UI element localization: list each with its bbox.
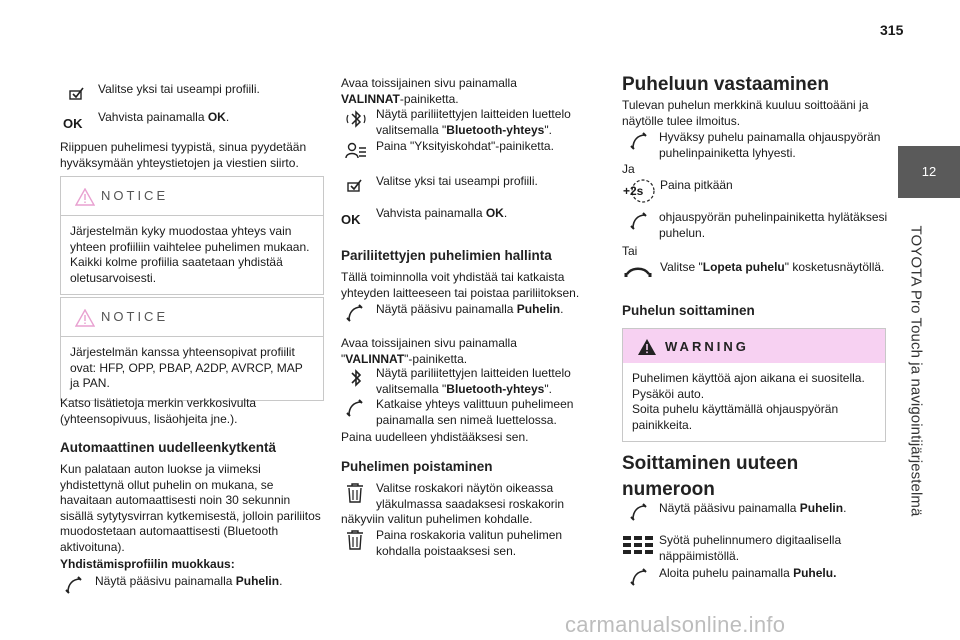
step-text-end: . <box>843 501 847 515</box>
step-text: Paina pitkään <box>660 178 733 192</box>
step-text: Paina "Yksityiskohdat"-painiketta. <box>376 139 554 153</box>
step-text-end: " kosketusnäytöllä. <box>784 260 885 274</box>
chapter-tab[interactable]: 12 <box>898 146 960 198</box>
label-ja: Ja <box>622 162 635 176</box>
hang-up-icon <box>624 260 652 282</box>
step-text: Paina roskakoria valitun puhelimen kohdalla poistaaksesi sen. <box>376 528 563 558</box>
phone-icon <box>628 501 650 523</box>
warning-triangle-icon <box>637 338 657 356</box>
step-text: Hyväksy puhelu painamalla ohjauspyörän puhelinpainiketta lyhyesti. <box>659 130 881 160</box>
notice-label: NOTICE <box>101 309 169 324</box>
phone-icon <box>628 130 650 152</box>
step-text: ohjauspyörän puhelinpainiketta hylätäksesi puhelun. <box>659 210 888 240</box>
keypad-icon <box>622 533 654 557</box>
heading-new-number-2: numeroon <box>622 479 715 500</box>
phone-icon <box>344 302 366 324</box>
heading-profiles: Yhdistämisprofiilin muokkaus: <box>60 557 235 571</box>
warning-header <box>623 329 885 363</box>
step-text: Syötä puhelinnumero digitaalisella näppäimistöllä. <box>659 533 842 563</box>
step-text: Valitse yksi tai useampi profiili. <box>98 82 260 96</box>
heading-manage-paired: Pariliitettyjen puhelimien hallinta <box>341 248 552 263</box>
notice-label: NOTICE <box>101 188 169 203</box>
ok-bold: OK <box>485 206 504 220</box>
checklist-icon <box>66 82 88 104</box>
step-text: Vahvista painamalla <box>376 206 486 220</box>
phone-bold: Puhelin <box>799 501 844 515</box>
notice-box-1 <box>60 176 324 295</box>
para-accept-transfer: Riippuen puhelimesi tyypistä, sinua pyydetään hyväksymään yhteystietojen ja viestien siirto. <box>60 140 307 170</box>
ok-bold: OK <box>207 110 226 124</box>
step-text: Valitse " <box>660 260 703 274</box>
notice-header <box>61 177 323 216</box>
para-website: Katso lisätietoja merkin verkkosivulta (yhteensopivuus, lisäohjeita jne.). <box>60 396 257 426</box>
bluetooth-bold: Bluetooth-yhteys <box>446 381 545 396</box>
phone-bold: Puhelin <box>516 302 561 316</box>
step-text: Valitse roskakori näytön oikeassa yläkulmassa saadaksesi roskakorin <box>376 481 565 511</box>
step-text: Katkaise yhteys valittuun puhelimeen painamalla sen nimeä luettelossa. <box>376 397 574 427</box>
trash-icon <box>344 528 366 550</box>
para-text: Avaa toissijainen sivu painamalla <box>341 336 517 350</box>
notice-text: Järjestelmän kyky muodostaa yhteys vain yhteen profiiliin vaihtelee puhelimen mukaan. Kaikki kolme profiilia saatetaan yhdistää oletusarvoisesti. <box>70 224 310 285</box>
para-open-options-2 <box>341 336 591 367</box>
ok-icon: OK <box>341 212 361 227</box>
page-number: 315 <box>880 22 904 38</box>
label-tai: Tai <box>622 244 638 258</box>
step-text: Valitse yksi tai useampi profiili. <box>376 174 538 188</box>
options-bold: VALINNAT <box>341 91 400 106</box>
warning-label: WARNING <box>665 339 749 354</box>
step-text-end: . <box>560 302 564 316</box>
para-text-end: "-painiketta. <box>404 351 468 366</box>
phone-icon <box>344 397 366 419</box>
user-details-icon <box>344 139 366 161</box>
para-manage: Tällä toiminnolla voit yhdistää tai katkaista yhteyden laitteeseen tai poistaa pariliitoksen. <box>341 270 580 300</box>
step-text: Näytä pääsivu painamalla <box>376 302 517 316</box>
para-text: Avaa toissijainen sivu painamalla <box>341 76 517 90</box>
warning-triangle-icon <box>75 188 95 206</box>
heading-new-number-1: Soittaminen uuteen <box>622 453 799 474</box>
para-reconnect: Paina uudelleen yhdistääksesi sen. <box>341 430 529 444</box>
notice-header <box>61 298 323 337</box>
side-title <box>901 206 931 536</box>
heading-delete-phone: Puhelimen poistaminen <box>341 459 493 474</box>
long-press-label: +2s <box>623 184 644 198</box>
phone-icon <box>63 574 85 596</box>
step-text-end: . <box>279 574 283 588</box>
phone-icon <box>628 566 650 588</box>
step-text: Näytä pariliitettyjen laitteiden luettelo valitsemalla " <box>376 366 571 396</box>
warning-body <box>623 363 885 441</box>
step-text-end: ". <box>544 122 552 137</box>
phone-icon <box>628 210 650 232</box>
trash-icon <box>344 481 366 503</box>
step-text-end: . <box>503 206 508 220</box>
para-auto-reconnect: Kun palataan auton luokse ja viimeksi yhdistettynä ollut puhelin on mukana, se havaitaan automaattisesti noin 30 sekunnin sisällä sytytysvirran kytkemisestä, jolloin pariliitos muodostetaan automaattisesti (Bluetooth aktivoituna). <box>60 462 321 554</box>
quote: " <box>341 351 346 366</box>
call-bold: Puhelu. <box>793 566 837 580</box>
step-text: Aloita puhelu painamalla <box>659 566 794 580</box>
checklist-icon <box>344 174 366 196</box>
heading-auto-reconnect: Automaattinen uudelleenkytkentä <box>60 440 277 455</box>
step-text: Vahvista painamalla <box>98 110 208 124</box>
step-text-end: . <box>225 110 230 124</box>
warning-text-2: Pysäköi auto. <box>632 386 705 401</box>
phone-bold: Puhelin <box>235 574 280 588</box>
heading-calling: Puhelun soittaminen <box>622 303 755 318</box>
watermark: carmanualsonline.info <box>565 612 786 637</box>
warning-box <box>622 328 886 442</box>
step-text-end: ". <box>544 381 552 396</box>
long-press-icon <box>622 178 656 204</box>
para-text-end: -painiketta. <box>399 91 459 106</box>
end-call-bold: Lopeta puhelu <box>702 260 785 274</box>
ok-icon: OK <box>63 116 83 131</box>
notice-text: Järjestelmän kanssa yhteensopivat profiilit ovat: HFP, OPP, PBAP, A2DP, AVRCP, MAP ja PAN. <box>70 345 303 390</box>
notice-box-2 <box>60 297 324 401</box>
bluetooth-bold: Bluetooth-yhteys <box>446 122 545 137</box>
step-text: Näytä pääsivu painamalla <box>659 501 800 515</box>
para-trash-cont: näkyviin valitun puhelimen kohdalle. <box>341 512 533 526</box>
heading-answer-call: Puheluun vastaaminen <box>622 74 829 95</box>
step-text: Näytä pariliitettyjen laitteiden luettelo valitsemalla " <box>376 107 571 137</box>
bluetooth-icon <box>344 107 366 129</box>
warning-text-3: Soita puhelu käyttämällä ohjauspyörän painikkeita. <box>632 402 839 432</box>
para-open-options <box>341 76 591 107</box>
warning-text-1: Puhelimen käyttöä ajon aikana ei suositella. <box>632 371 865 385</box>
step-text: Näytä pääsivu painamalla <box>95 574 236 588</box>
para-incoming: Tulevan puhelun merkkinä kuuluu soittoääni ja näytölle tulee ilmoitus. <box>622 98 869 128</box>
bluetooth-icon <box>344 366 366 388</box>
side-title-text: TOYOTA Pro Touch ja navigointijärjestelmä <box>907 225 925 517</box>
warning-triangle-icon <box>75 309 95 327</box>
options-bold: VALINNAT <box>345 351 405 366</box>
